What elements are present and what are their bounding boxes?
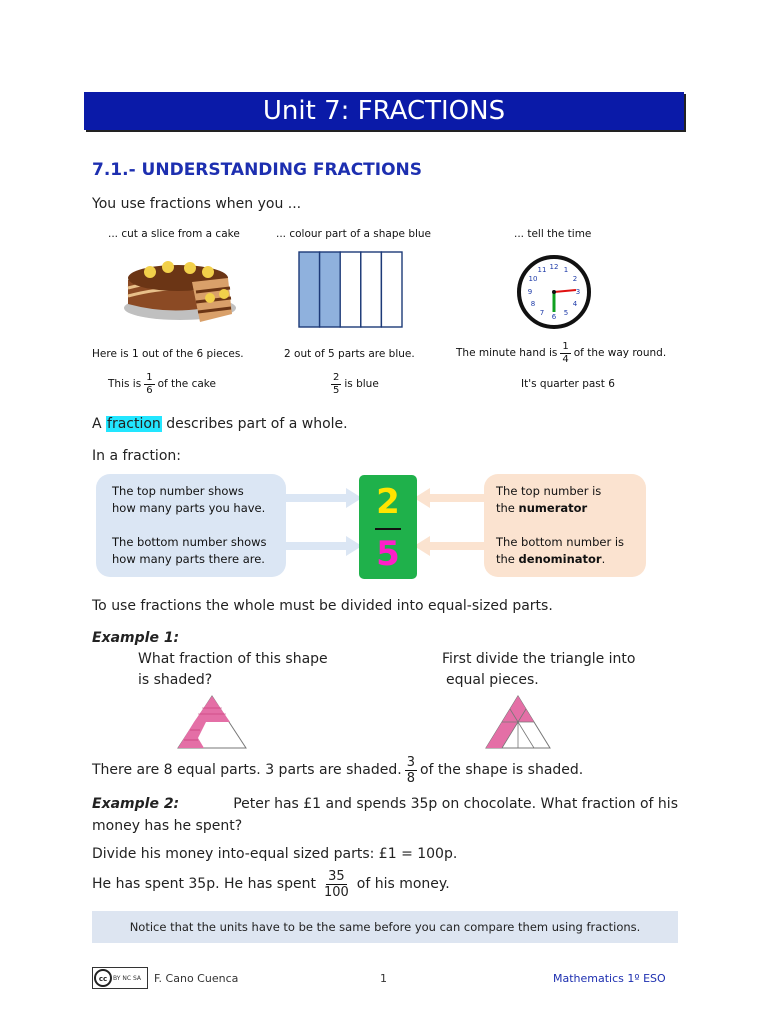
fraction-one-sixth [144, 373, 154, 396]
denominator-term: denominator [518, 552, 602, 566]
fraction-denominator: 6 [146, 384, 153, 396]
svg-text:12: 12 [549, 263, 559, 271]
svg-text:9: 9 [527, 288, 533, 296]
example2-text-line1: Peter has £1 and spends 35p on chocolate. What fraction of his [233, 796, 678, 812]
in-a-fraction-label: In a fraction: [92, 448, 181, 464]
example2-label: Example 2: [92, 796, 180, 812]
desc-time-post: of the way round. [573, 347, 667, 359]
svg-text:7: 7 [539, 309, 545, 317]
desc-shape: 2 out of 5 parts are blue. [284, 348, 415, 360]
unit-title-bar [84, 92, 684, 130]
fraction-denominator: 8 [406, 770, 415, 786]
example2-spent-pre: He has spent 35p. He has spent [92, 876, 316, 892]
caption-cake: ... cut a slice from a cake [108, 228, 240, 240]
notice-box [92, 911, 678, 943]
footer-author: F. Cano Cuenca [154, 972, 239, 985]
notice-text: Notice that the units have to be the same before you can compare them using fractions. [129, 920, 641, 934]
svg-text:5: 5 [563, 309, 569, 317]
fraction-numerator: 2 [333, 371, 340, 383]
left-bottom-line1: The bottom number shows [112, 535, 267, 549]
svg-text:11: 11 [537, 266, 547, 274]
explain-box-right [484, 474, 646, 577]
footer-course: Mathematics 1º ESO [553, 972, 666, 985]
intro-text: You use fractions when you ... [92, 196, 302, 212]
desc-time-pre: The minute hand is [456, 347, 558, 359]
desc-time [456, 339, 666, 367]
fraction-numerator: 35 [328, 868, 345, 884]
fraction-35-100 [322, 870, 351, 899]
svg-text:1: 1 [563, 266, 569, 274]
denominator-period: . [601, 552, 606, 566]
example1-question-line1: What fraction of this shape [138, 651, 328, 667]
license-text: BY NC SA [113, 974, 141, 982]
fraction-three-eighths [405, 756, 417, 785]
fraction-two-fifths [331, 373, 341, 396]
example1-result-pre: There are 8 equal parts. 3 parts are shaded. [92, 762, 402, 778]
svg-text:6: 6 [551, 313, 557, 321]
example1-result-post: of the shape is shaded. [419, 762, 584, 778]
svg-text:2: 2 [572, 275, 578, 283]
left-top-line2: how many parts you have. [112, 501, 266, 515]
definition-post: describes part of a whole. [166, 416, 348, 432]
left-bottom-line2: how many parts there are. [112, 552, 265, 566]
right-top-the: the [496, 501, 515, 515]
fraction-denominator: 5 [333, 384, 340, 396]
divided-triangle-icon [484, 694, 552, 750]
definition-term: fraction [107, 416, 161, 432]
example1-label: Example 1: [92, 630, 180, 646]
bar-model-icon [298, 251, 406, 329]
right-bottom-line2 [496, 551, 605, 568]
creative-commons-badge [92, 967, 148, 989]
cc-logo-icon [93, 968, 113, 988]
fraction-card [359, 475, 417, 579]
stmt-shape [328, 370, 379, 398]
card-denominator: 5 [376, 534, 400, 574]
fraction-numerator: 3 [406, 754, 415, 770]
right-bottom-line1: The bottom number is [496, 535, 625, 549]
stmt-cake-post: of the cake [157, 378, 216, 390]
card-fraction-bar [375, 528, 401, 530]
example1-answer-line1: First divide the triangle into [442, 651, 636, 667]
right-top-line1: The top number is [496, 484, 602, 498]
example2-line1 [92, 793, 678, 815]
arrows-left [284, 486, 364, 560]
svg-text:4: 4 [572, 300, 578, 308]
footer-page-number: 1 [380, 972, 387, 985]
example2-text-line2: money has he spent? [92, 818, 243, 834]
numerator-term: numerator [518, 501, 588, 515]
example2-spent [92, 864, 450, 904]
left-top-line1: The top number shows [112, 484, 244, 498]
svg-text:cc: cc [98, 975, 108, 983]
stmt-shape-post: is blue [344, 378, 379, 390]
fraction-numerator: 1 [146, 371, 153, 383]
definition-text [92, 416, 348, 432]
example2-paragraph [92, 793, 678, 837]
desc-cake: Here is 1 out of the 6 pieces. [92, 348, 244, 360]
stmt-time: It's quarter past 6 [521, 378, 615, 390]
right-bottom-the: the [496, 552, 515, 566]
svg-text:8: 8 [530, 300, 536, 308]
svg-text:10: 10 [528, 275, 538, 283]
svg-text:3: 3 [575, 288, 581, 296]
example1-result [92, 750, 583, 790]
section-heading: 7.1.- UNDERSTANDING FRACTIONS [92, 160, 423, 180]
example1-question-line2: is shaded? [138, 672, 213, 688]
shaded-triangle-icon [176, 694, 248, 750]
arrows-right [414, 486, 486, 560]
explain-box-left [96, 474, 286, 577]
fraction-denominator: 4 [562, 353, 569, 365]
cake-icon [120, 248, 242, 328]
stmt-cake [108, 370, 216, 398]
card-numerator: 2 [376, 482, 400, 522]
unit-title: Unit 7: FRACTIONS [262, 96, 506, 126]
fraction-denominator: 100 [323, 884, 349, 900]
example2-divide: Divide his money into-equal sized parts: £1 = 100p. [92, 846, 458, 862]
caption-time: ... tell the time [514, 228, 592, 240]
equal-parts-text: To use fractions the whole must be divided into equal-sized parts. [92, 598, 553, 614]
stmt-cake-pre: This is [108, 378, 142, 390]
clock-icon [514, 254, 594, 330]
definition-pre: A [92, 416, 102, 432]
fraction-quarter [560, 342, 570, 365]
fraction-numerator: 1 [562, 340, 569, 352]
caption-shape: ... colour part of a shape blue [276, 228, 432, 240]
example1-answer-line2: equal pieces. [446, 672, 539, 688]
example2-spent-post: of his money. [356, 876, 450, 892]
right-top-line2 [496, 500, 587, 517]
